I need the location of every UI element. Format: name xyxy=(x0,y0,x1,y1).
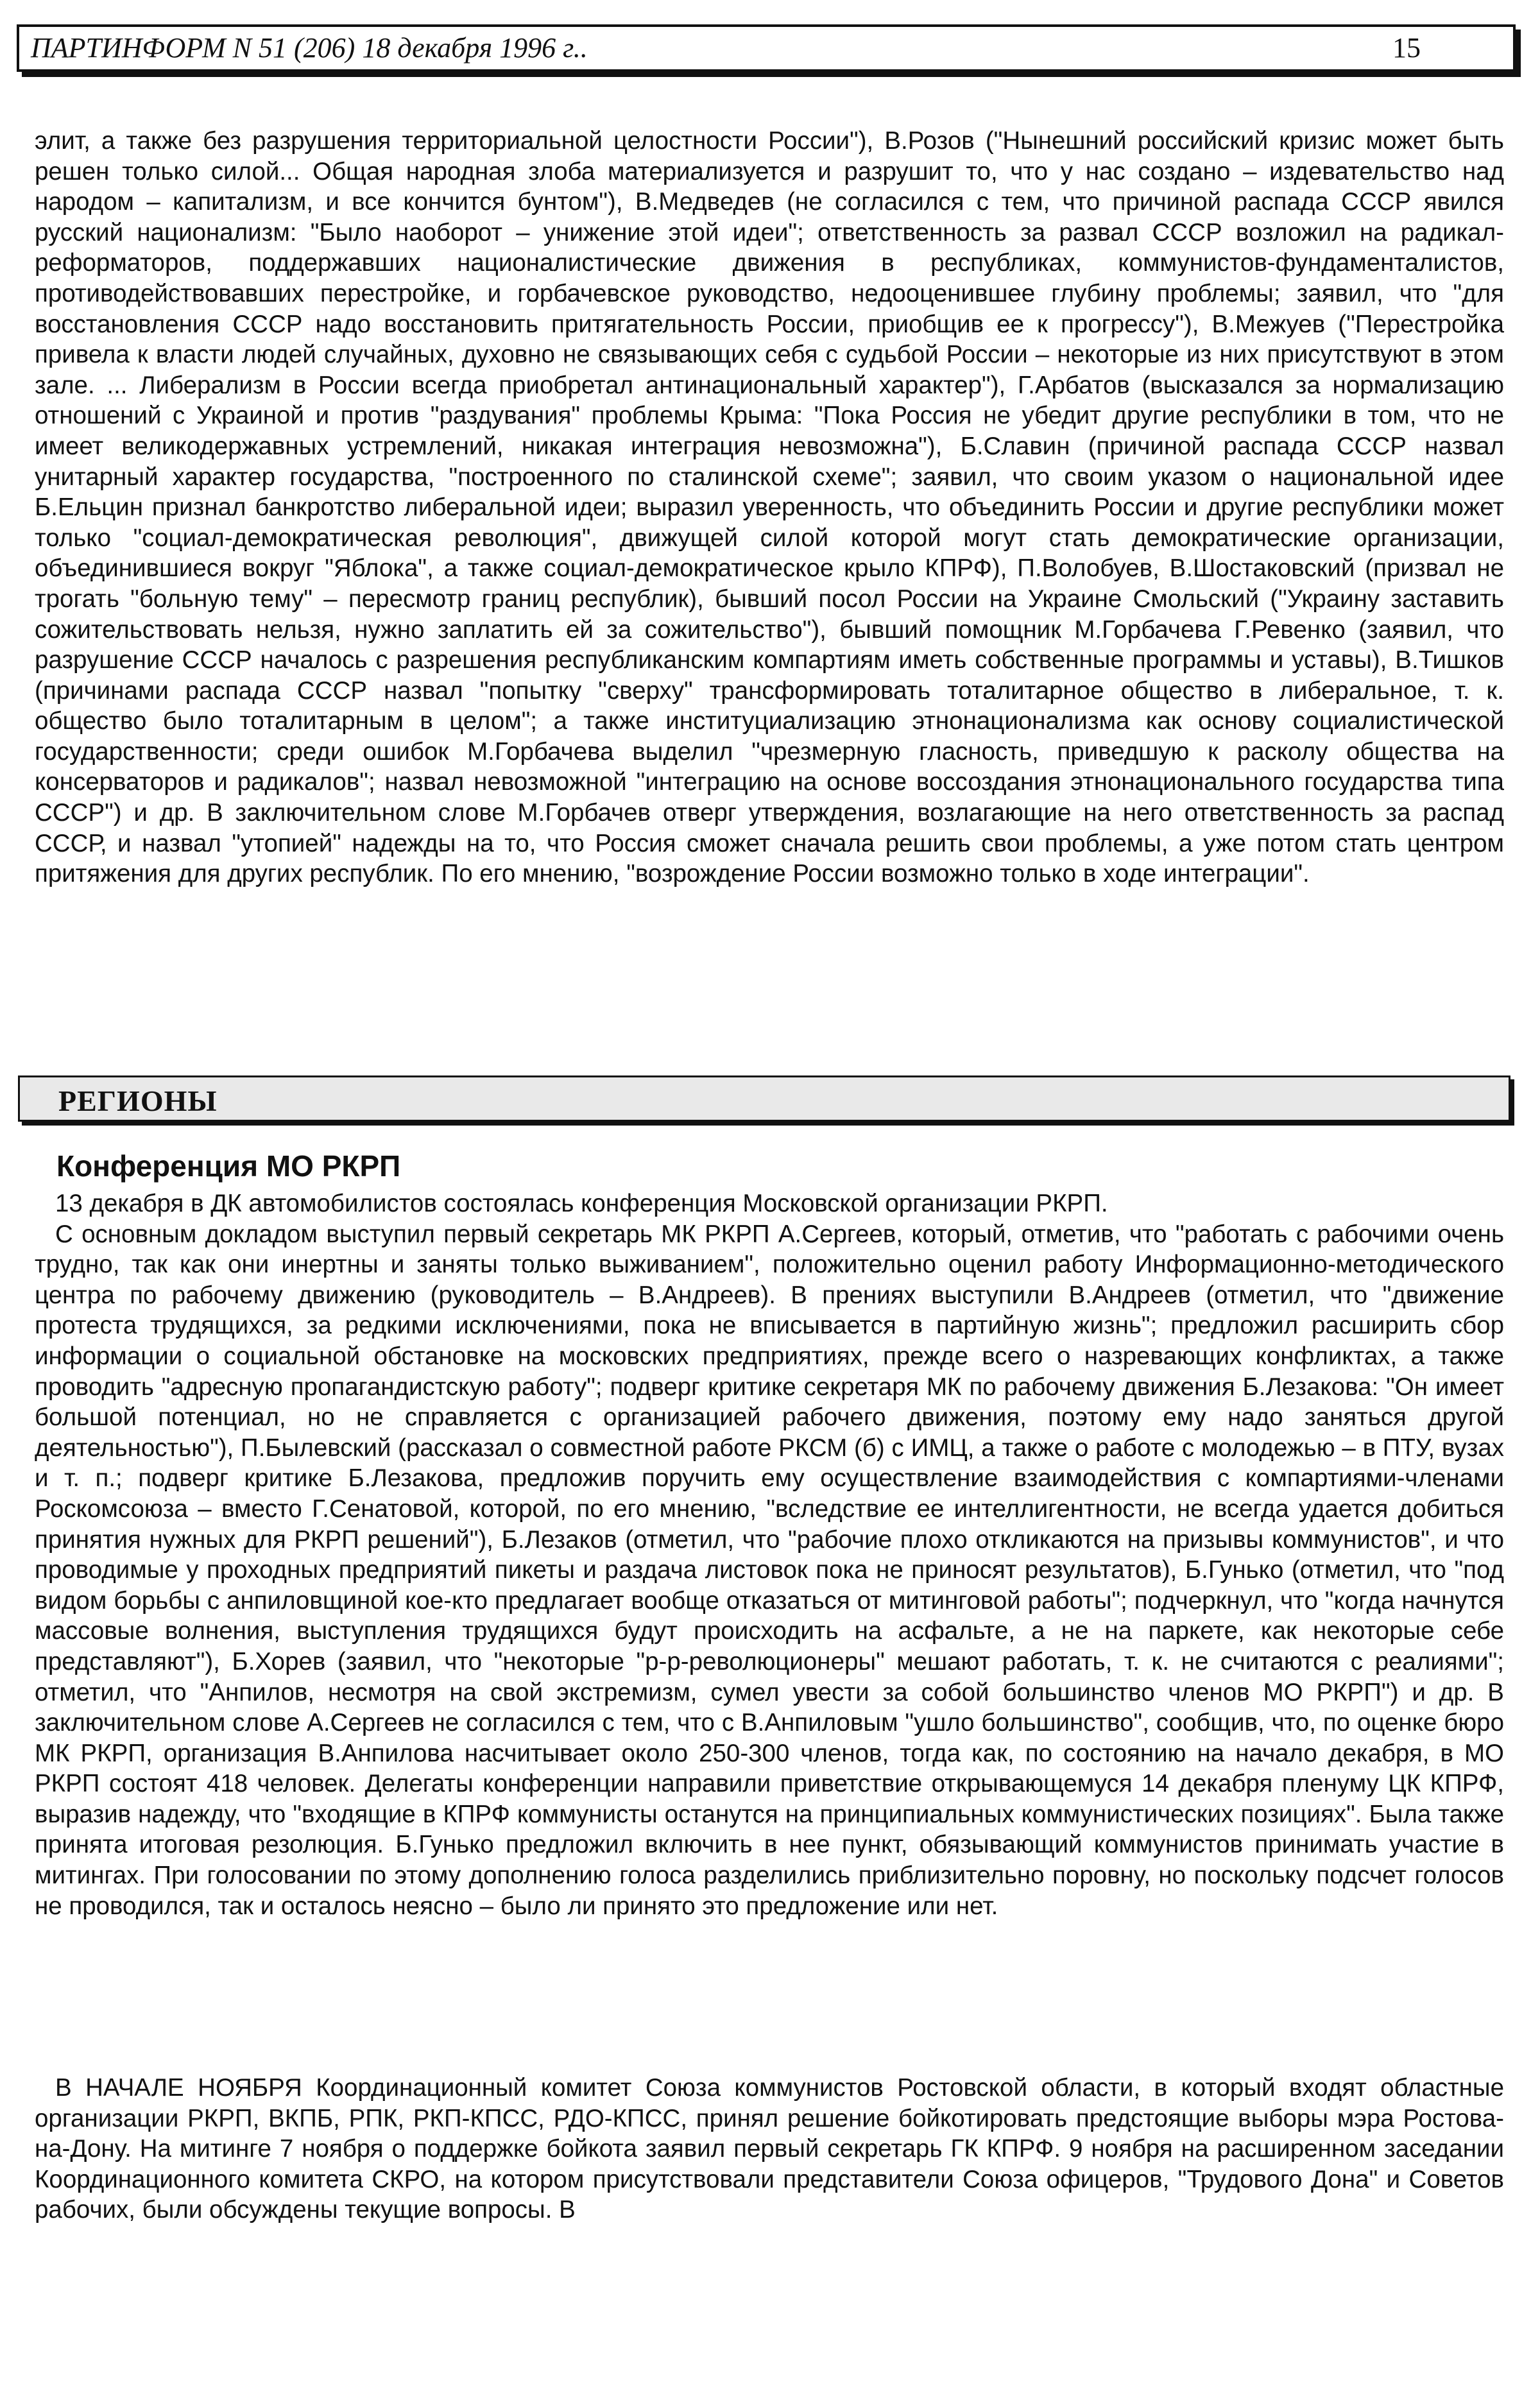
paragraph: элит, а также без разрушения территориальной целостности России"), В.Розов ("Нынешний российский кризис может быть решен только силой... Общая народная злоба материализуется и разрушит то, что у нас создано – издевательство над народом – капитализм, и все кончится бунтом"), В.Медведев (не согласился с тем, что причиной распада СССР явился русский национализм: "Было наоборот – унижение этой идеи"; ответственность за развал СССР возложил на радикал-реформаторов, поддержавших националистические движения в республиках, коммунистов-фундаменталистов, противодействовавших перестройке, и горбачевское руководство, недооценившее глубину проблемы; заявил, что "для восстановления СССР надо восстановить притягательность России, приобщив ее к прогрессу"), В.Межуев ("Перестройка привела к власти людей случайных, духовно не связывающих себя с судьбой России – некоторые из них присутствуют в этом зале. ... Либерализм в России всегда приобретал антинациональный характер"), Г.Арбатов (высказался за нормализацию отношений с Украиной и против "раздувания" проблемы Крыма: "Пока Россия не убедит другие республики в том, что не имеет великодержавных устремлений, никакая интеграция невозможна"), Б.Славин (причиной распада СССР назвал унитарный характер государства, "построенного по сталинской схеме"; заявил, что своим указом о национальной идее Б.Ельцин признал банкротство либеральной идеи; выразил уверенность, что объединить России и другие республики может только "социал-демократическая революция", движущей силой которой могут стать демократические организации, объединившиеся вокруг "Яблока", а также социал-демократическое крыло КПРФ), П.Волобуев, В.Шостаковский (призвал не трогать "больную тему" – пересмотр границ республик), бывший посол России на Украине Смольский ("Украину заставить сожительствовать нельзя, нужно заплатить ей за сожительство"), бывший помощник М.Горбачева Г.Ревенко (заявил, что разрушение СССР началось с разрешения республиканским компартиям иметь собственные программы и уставы), В.Тишков (причинами распада СССР назвал "попытку "сверху" трансформировать тоталитарное общество в либеральное, т. к. общество было тоталитарным в целом"; а также институциализацию этнонационализма как основу социалистической государственности; среди ошибок М.Горбачева выделил "чрезмерную гласность, приведшую к расколу общества на консерваторов и радикалов"; назвал невозможной "интеграцию на основе воссоздания этнонационального государства типа СССР") и др. В заключительном слове М.Горбачев отверг утверждения, возлагающие на него ответственность за распад СССР, и назвал "утопией" надежды на то, что Россия сможет сначала решить свои проблемы, а уже потом стать центром притяжения для других республик. По его мнению, "возрождение России возможно только в ходе интеграции". xyxy=(35,127,1504,888)
section-title: РЕГИОНЫ xyxy=(58,1084,218,1117)
paragraph: В НАЧАЛЕ НОЯБРЯ Координационный комитет Союза коммунистов Ростовской области, в который входят областные организации РКРП, ВКПБ, РПК, РКП-КПСС, РДО-КПСС, принял решение бойкотировать предстоящие выборы мэра Ростова-на-Дону. На митинге 7 ноября о поддержке бойкота заявил первый секретарь ГК КПРФ. 9 ноября на расширенном заседании Координационного комитета СКРО, на котором присутствовали представители Союза офицеров, "Трудового Дона" и Советов рабочих, были обсуждены текущие вопросы. В xyxy=(35,2074,1504,2224)
regional-news-item xyxy=(35,2073,1504,2225)
publication-title: ПАРТИНФОРМ N 51 (206) 18 декабря 1996 г.. xyxy=(31,32,588,64)
page-number: 15 xyxy=(1392,32,1421,64)
paragraph: С основным докладом выступил первый секретарь МК РКРП А.Сергеев, который, отметив, что "работать с рабочими очень трудно, так как они инертны и заняты только выживанием", положительно оценил работу Информационно-методического центра по рабочему движению (руководитель – В.Андреев). В прениях выступили В.Андреев (отметил, что "движение протеста трудящихся, за редкими исключениями, пока не вписывается в партийную жизнь"; предложил расширить сбор информации о социальной обстановке на московских предприятиях, прежде всего о назревающих конфликтах, а также проводить "адресную пропагандистскую работу"; подверг критике секретаря МК по рабочему движения Б.Лезакова: "Он имеет большой потенциал, но не справляется с организацией рабочего движения, поэтому ему надо заняться другой деятельностью"), П.Былевский (рассказал о совместной работе РКСМ (б) с ИМЦ, а также о работе с молодежью – в ПТУ, вузах и т. п.; подверг критике Б.Лезакова, предложив поручить ему осуществление взаимодействия с компартиями-членами Роскомсоюза – вместо Г.Сенатовой, которой, по его мнению, "вследствие ее интеллигентности, не всегда удается добиться принятия нужных для РКРП решений"), Б.Лезаков (отметил, что "рабочие плохо откликаются на призывы коммунистов", и что проводимые у проходных предприятий пикеты и раздача листовок пока не приносят результатов), Б.Гунько (отметил, что "под видом борьбы с анпиловщиной кое-кто предлагает вообще отказаться от митинговой работы"; подчеркнул, что "когда начнутся массовые волнения, выступления трудящихся будут происходить на асфальте, а не на паркете, как некоторые себе представляют"), Б.Хорев (заявил, что "некоторые "р-р-революционеры" мешают работать, т. к. не считаются с реалиями"; отметил, что "Анпилов, несмотря на свой экстремизм, сумел увести за собой большинство членов МО РКРП") и др. В заключительном слове А.Сергеев не согласился с тем, что с В.Анпиловым "ушло большинство", сообщив, что, по оценке бюро МК РКРП, организация В.Анпилова насчитывает около 250-300 членов, тогда как, по состоянию на начало декабря, в МО РКРП состоят 418 человек. Делегаты конференции направили приветствие открывающемуся 14 декабря пленуму ЦК КПРФ, выразив надежду, что "входящие в КПРФ коммунисты останутся на принципиальных коммунистических позициях". Была также принята итоговая резолюция. Б.Гунько предложил включить в нее пункт, обязывающий коммунистов принимать участие в митингах. При голосовании по этому дополнению голоса разделились приблизительно поровну, но поскольку подсчет голосов не проводился, так и осталось неясно – было ли принято это предложение или нет. xyxy=(35,1220,1504,1920)
paragraph: 13 декабря в ДК автомобилистов состоялась конференция Московской организации РКРП. xyxy=(55,1190,1108,1217)
continued-article xyxy=(35,126,1504,889)
article-body xyxy=(35,1188,1504,1921)
section-header xyxy=(18,1075,1510,1122)
article-title: Конференция МО РКРП xyxy=(56,1149,401,1183)
page-header xyxy=(17,24,1516,72)
